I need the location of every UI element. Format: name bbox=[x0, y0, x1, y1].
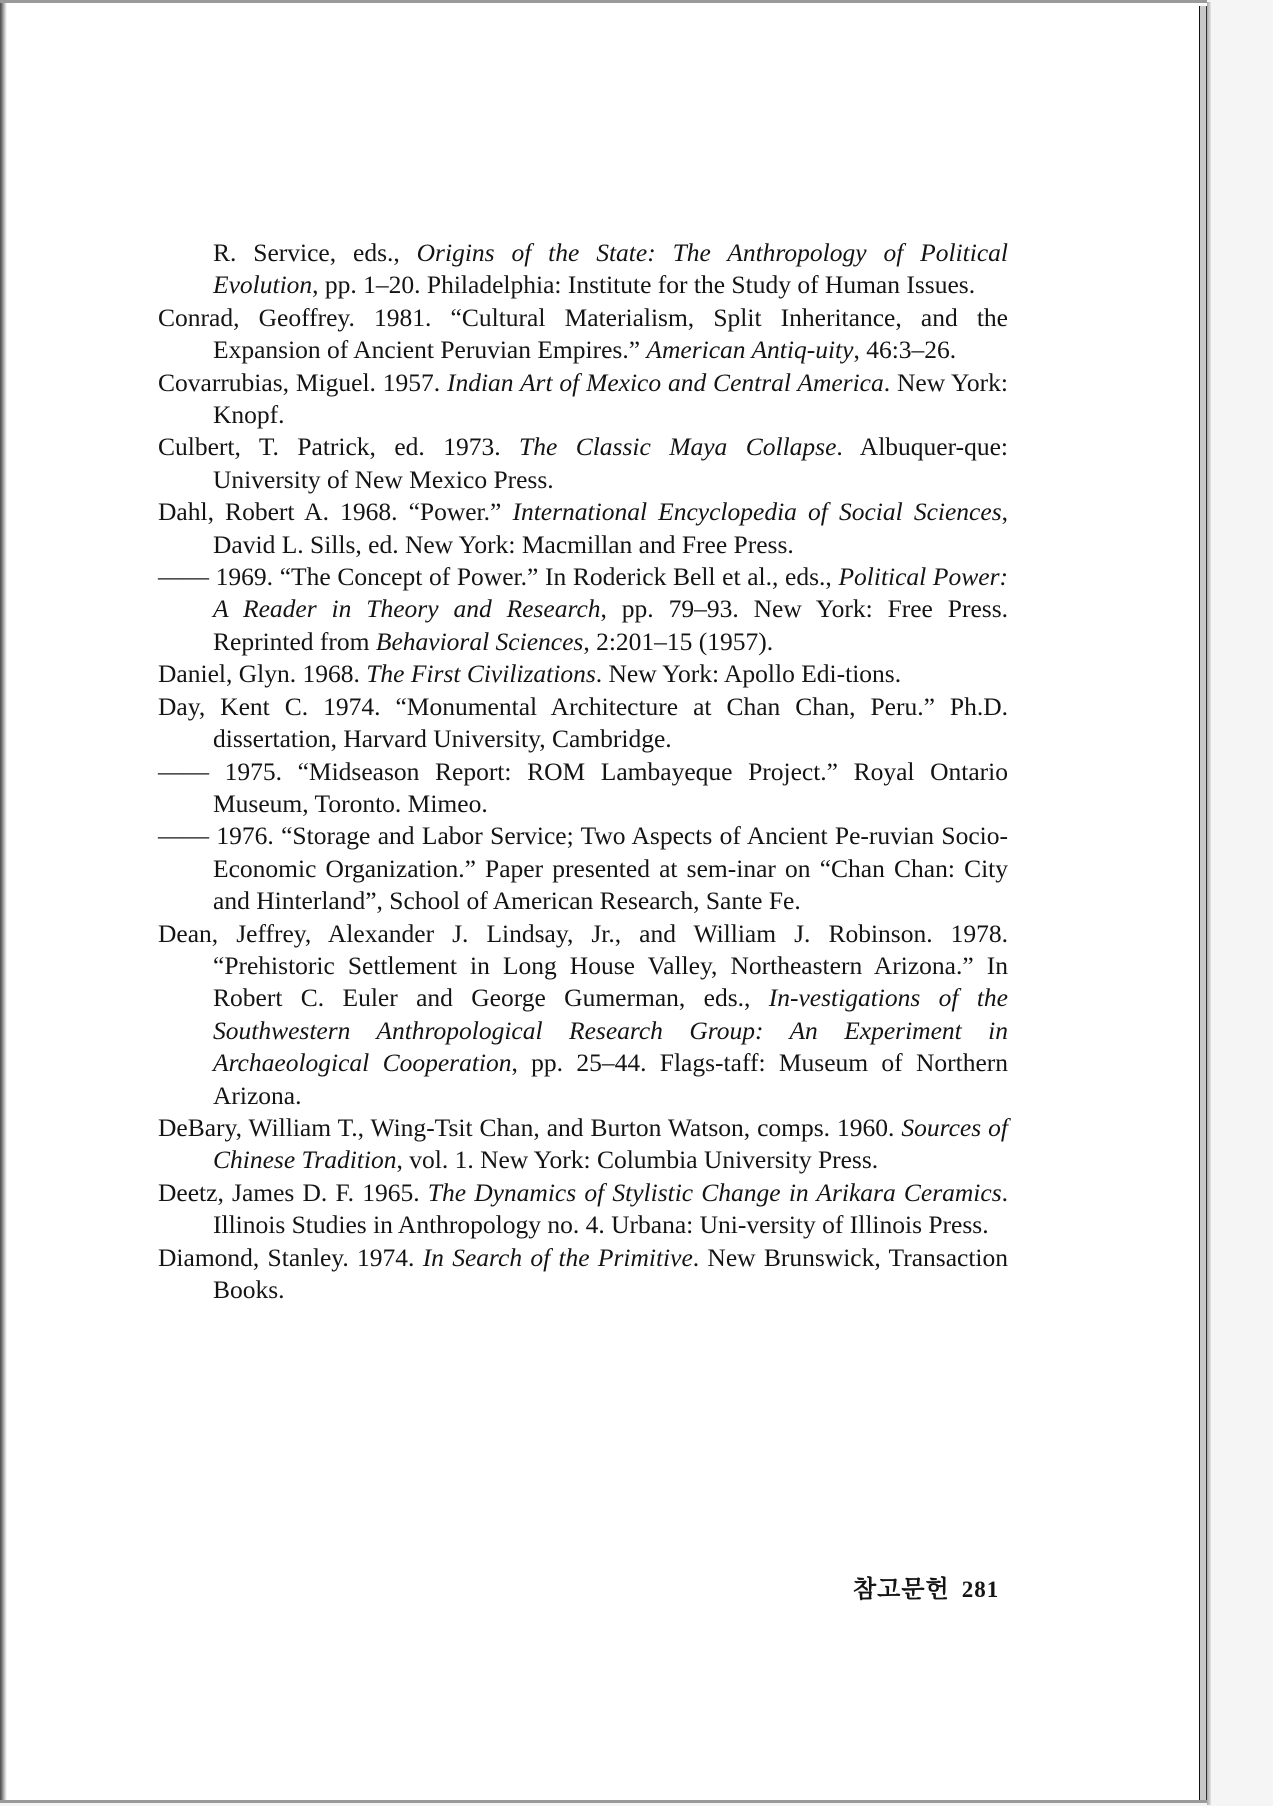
entry-text: DeBary, William T., Wing-Tsit Chan, and Burton Watson, comps. 1960. bbox=[158, 1112, 902, 1142]
entry-text: Conrad, Geoffrey. 1981. “Cultural Materialism, Split Inheritance, and the Expansion of Ancient Peruvian Empires.” bbox=[158, 302, 1008, 365]
entry-text: Culbert, T. Patrick, ed. 1973. bbox=[158, 432, 520, 462]
bibliography-entry bbox=[158, 367, 1008, 432]
bibliography-entry bbox=[158, 302, 1008, 367]
running-head: 참고문헌 bbox=[853, 1574, 950, 1603]
entry-text: —— 1976. “Storage and Labor Service; Two Aspects of Ancient Pe-ruvian Socio-Economic Organization.” Paper presented at sem-inar on “Chan Chan: City and Hinterland”, School of American Research, Sante Fe. bbox=[158, 821, 1008, 916]
page-shadow bbox=[1207, 2, 1211, 1805]
italic-title: Sources of Chinese Tradition bbox=[213, 1112, 1008, 1175]
bibliography-entry bbox=[158, 918, 1008, 1112]
entry-text: —— 1969. “The Concept of Power.” In Roderick Bell et al., eds., bbox=[158, 562, 839, 592]
bibliography-entry bbox=[158, 561, 1008, 658]
bibliography-entry bbox=[158, 237, 1008, 302]
page-left-edge bbox=[0, 3, 7, 1800]
bibliography-entry bbox=[158, 756, 1008, 821]
bibliography-entry bbox=[158, 1177, 1008, 1242]
entry-text: R. Service, eds., bbox=[213, 238, 417, 267]
entry-text: , pp. 1–20. Philadelphia: Institute for the Study of Human Issues. bbox=[312, 270, 976, 300]
italic-title: American Antiq-uity bbox=[646, 335, 854, 365]
entry-text: , 46:3–26. bbox=[853, 335, 957, 365]
entry-text: —— 1975. “Midseason Report: ROM Lambayeque Project.” Royal Ontario Museum, Toronto. Mimeo. bbox=[158, 756, 1008, 818]
entry-text: . New York: Apollo Edi-tions. bbox=[595, 659, 902, 689]
italic-title: Behavioral Sciences bbox=[375, 626, 584, 656]
italic-title: The Dynamics of Stylistic Change in Arikara Ceramics bbox=[427, 1177, 1002, 1207]
entry-text: Dean, Jeffrey, Alexander J. Lindsay, Jr., and William J. Robinson. 1978. “Prehistoric Settlement in Long House Valley, Northeastern Arizona.” In Robert C. Euler and George Gumerman, eds., bbox=[158, 918, 1008, 1013]
entry-text: . New Brunswick, Transaction Books. bbox=[213, 1242, 1009, 1304]
entry-text: , pp. 25–44. Flags-taff: Museum of Northern Arizona. bbox=[213, 1048, 1008, 1110]
entry-text: Dahl, Robert A. 1968. “Power.” bbox=[158, 497, 513, 527]
italic-title: International Encyclopedia of Social Sciences bbox=[512, 497, 1002, 527]
entry-text: , vol. 1. New York: Columbia University Press. bbox=[396, 1145, 879, 1175]
page-footer bbox=[853, 1569, 999, 1604]
italic-title: The Classic Maya Collapse bbox=[519, 432, 837, 462]
bibliography-list bbox=[158, 237, 1008, 1306]
bibliography-entry bbox=[158, 820, 1008, 917]
entry-text: Day, Kent C. 1974. “Monumental Architecture at Chan Chan, Peru.” Ph.D. dissertation, Harvard University, Cambridge. bbox=[158, 691, 1008, 754]
entry-text: . New York: Knopf. bbox=[213, 367, 1008, 430]
entry-text: Daniel, Glyn. 1968. bbox=[158, 659, 367, 689]
italic-title: The First Civilizations bbox=[366, 659, 596, 689]
entry-text: Covarrubias, Miguel. 1957. bbox=[158, 367, 447, 397]
italic-title: In-vestigations of the Southwestern Anthropological Research Group: An Experiment in Archaeological Cooperation bbox=[213, 983, 1008, 1078]
entry-text: , 2:201–15 (1957). bbox=[583, 626, 774, 656]
italic-title: Indian Art of Mexico and Central America bbox=[446, 367, 884, 397]
entry-text: , pp. 79–93. New York: Free Press. Reprinted from bbox=[213, 594, 1008, 656]
italic-title: In Search of the Primitive bbox=[422, 1242, 693, 1272]
bibliography-entry bbox=[158, 658, 1008, 690]
bibliography-entry bbox=[158, 431, 1008, 496]
italic-title: Origins of the State: The Anthropology of Political Evolution bbox=[213, 238, 1008, 300]
bibliography-entry bbox=[158, 496, 1008, 561]
entry-text: . Albuquer-que: University of New Mexico Press. bbox=[213, 432, 1008, 494]
entry-text: Diamond, Stanley. 1974. bbox=[158, 1242, 423, 1272]
italic-title: Political Power: A Reader in Theory and Research bbox=[213, 562, 1009, 624]
entry-text: . Illinois Studies in Anthropology no. 4. Urbana: Uni-versity of Illinois Press. bbox=[213, 1177, 1009, 1240]
bibliography-entry bbox=[158, 691, 1008, 756]
page-right-edge bbox=[1199, 6, 1207, 1800]
bibliography-entry bbox=[158, 1242, 1008, 1307]
entry-text: Deetz, James D. F. 1965. bbox=[158, 1177, 428, 1207]
entry-text: , David L. Sills, ed. New York: Macmillan and Free Press. bbox=[213, 497, 1008, 559]
bibliography-entry bbox=[158, 1112, 1008, 1177]
page-number: 281 bbox=[961, 1577, 1000, 1602]
